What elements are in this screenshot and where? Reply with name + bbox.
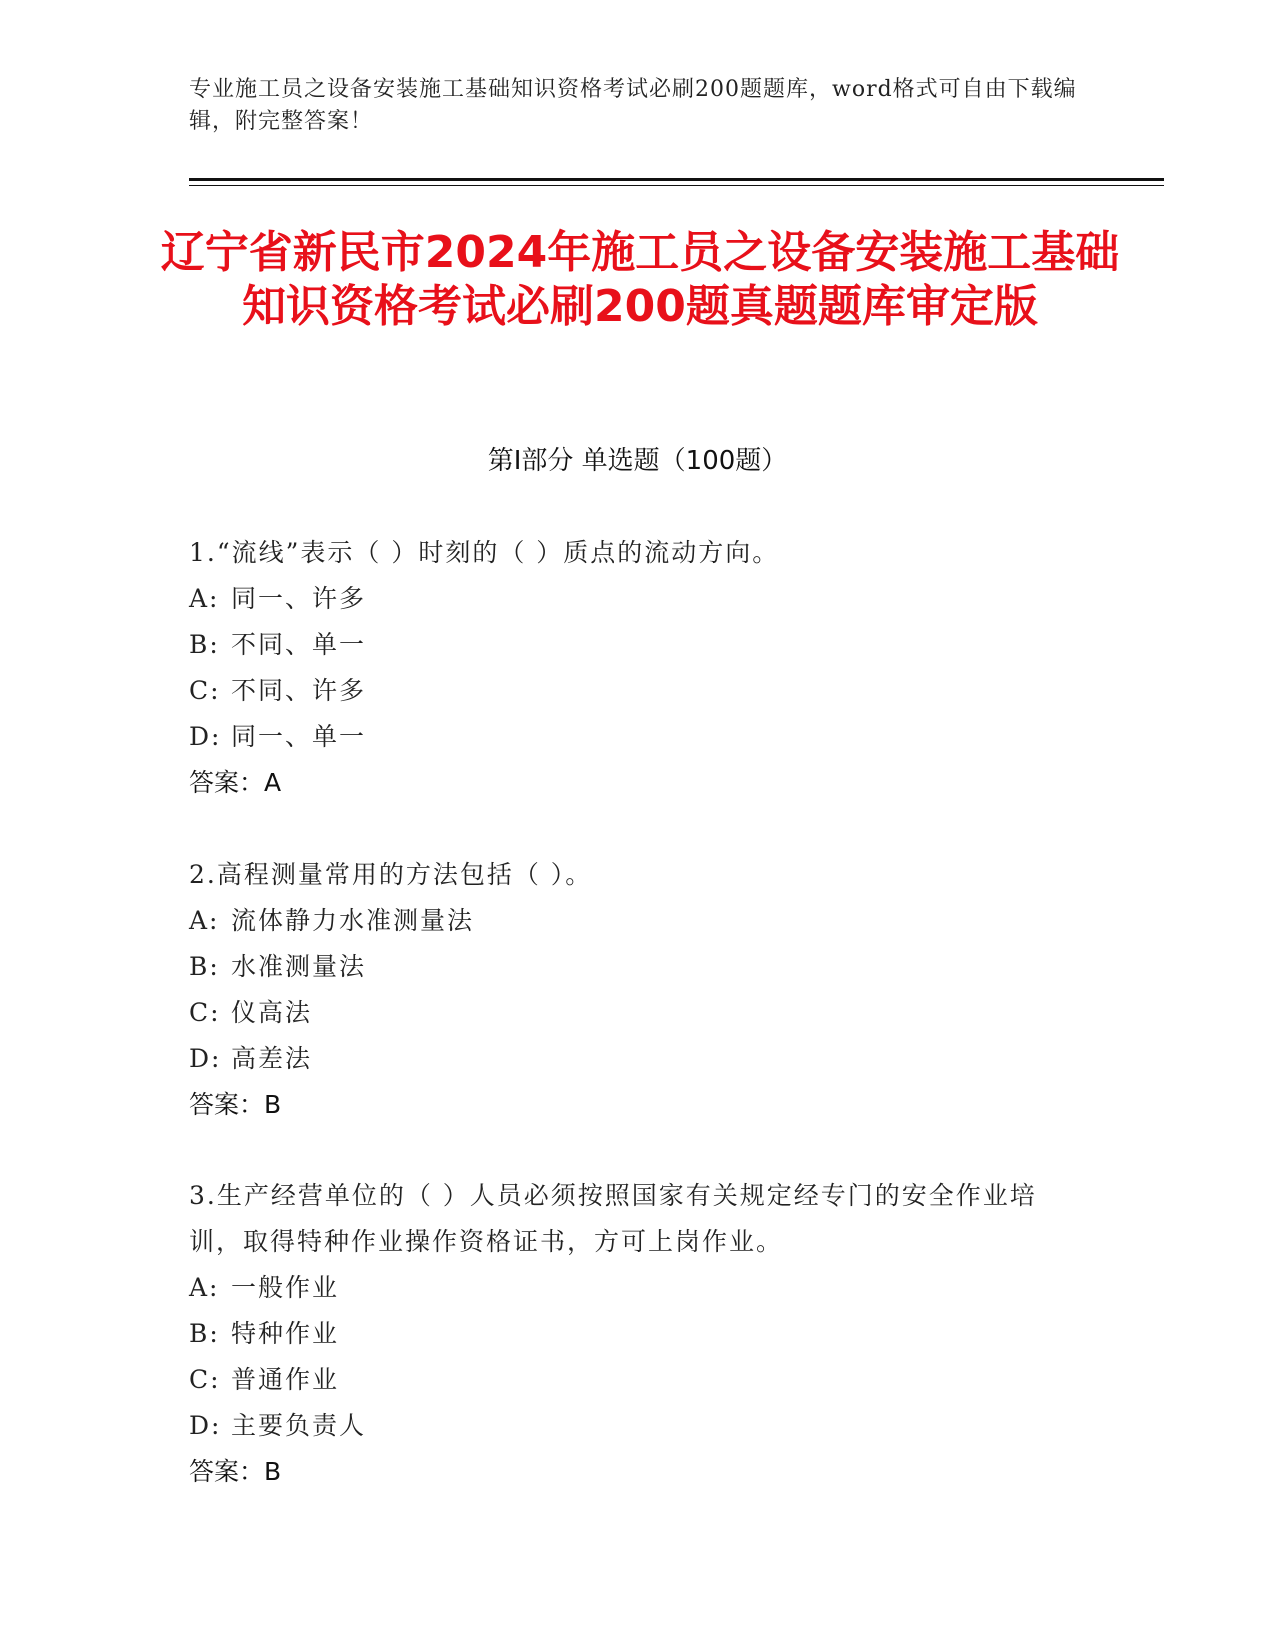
option-text: 主要负责人 (231, 1411, 367, 1440)
option-b (189, 1311, 1089, 1357)
option-text: 不同、许多 (231, 676, 367, 705)
option-c (189, 668, 1089, 714)
option-d (189, 714, 1089, 760)
section-heading: 第I部分 单选题（100题） (487, 446, 788, 476)
document-title: 辽宁省新民市2024年施工员之设备安装施工基础知识资格考试必刷200题真题题库审定版 (160, 227, 1120, 332)
option-letter: C: (189, 998, 221, 1027)
question-stem: 2.高程测量常用的方法包括（ ）。 (189, 860, 593, 889)
option-text: 普通作业 (231, 1365, 340, 1394)
option-b (189, 622, 1089, 668)
option-text: 同一、单一 (231, 722, 367, 751)
answer-line: 答案：B (189, 1090, 282, 1119)
option-text: 不同、单一 (231, 630, 367, 659)
question-1 (189, 530, 1089, 806)
option-text: 水准测量法 (231, 952, 367, 981)
option-text: 特种作业 (231, 1319, 340, 1348)
answer-line: 答案：A (189, 768, 282, 797)
option-a (189, 1265, 1089, 1311)
option-b (189, 944, 1089, 990)
option-letter: B: (189, 630, 220, 659)
option-letter: D: (189, 1411, 222, 1440)
option-letter: B: (189, 952, 220, 981)
option-letter: A: (189, 584, 220, 613)
question-stem: 1.“流线”表示（ ）时刻的（ ）质点的流动方向。 (189, 538, 780, 567)
option-text: 流体静力水准测量法 (231, 906, 475, 935)
option-letter: D: (189, 1044, 222, 1073)
option-letter: D: (189, 722, 222, 751)
question-2 (189, 852, 1089, 1128)
option-letter: A: (189, 1273, 220, 1302)
answer-line: 答案：B (189, 1457, 282, 1486)
header-rule-thin (189, 185, 1164, 186)
option-a (189, 898, 1089, 944)
option-d (189, 1403, 1089, 1449)
option-letter: B: (189, 1319, 220, 1348)
option-d (189, 1036, 1089, 1082)
option-text: 高差法 (231, 1044, 313, 1073)
option-text: 一般作业 (231, 1273, 340, 1302)
header-note: 专业施工员之设备安装施工基础知识资格考试必刷200题题库，word格式可自由下载编辑，附完整答案！ (189, 77, 1077, 134)
option-text: 同一、许多 (231, 584, 367, 613)
option-text: 仪高法 (231, 998, 313, 1027)
header-rule-thick (189, 178, 1164, 181)
question-3 (189, 1173, 1089, 1495)
option-c (189, 1357, 1089, 1403)
option-letter: C: (189, 1365, 221, 1394)
option-letter: C: (189, 676, 221, 705)
question-stem: 3.生产经营单位的（ ）人员必须按照国家有关规定经专门的安全作业培训，取得特种作业操作资格证书，方可上岗作业。 (189, 1181, 1037, 1256)
option-c (189, 990, 1089, 1036)
option-letter: A: (189, 906, 220, 935)
option-a (189, 576, 1089, 622)
